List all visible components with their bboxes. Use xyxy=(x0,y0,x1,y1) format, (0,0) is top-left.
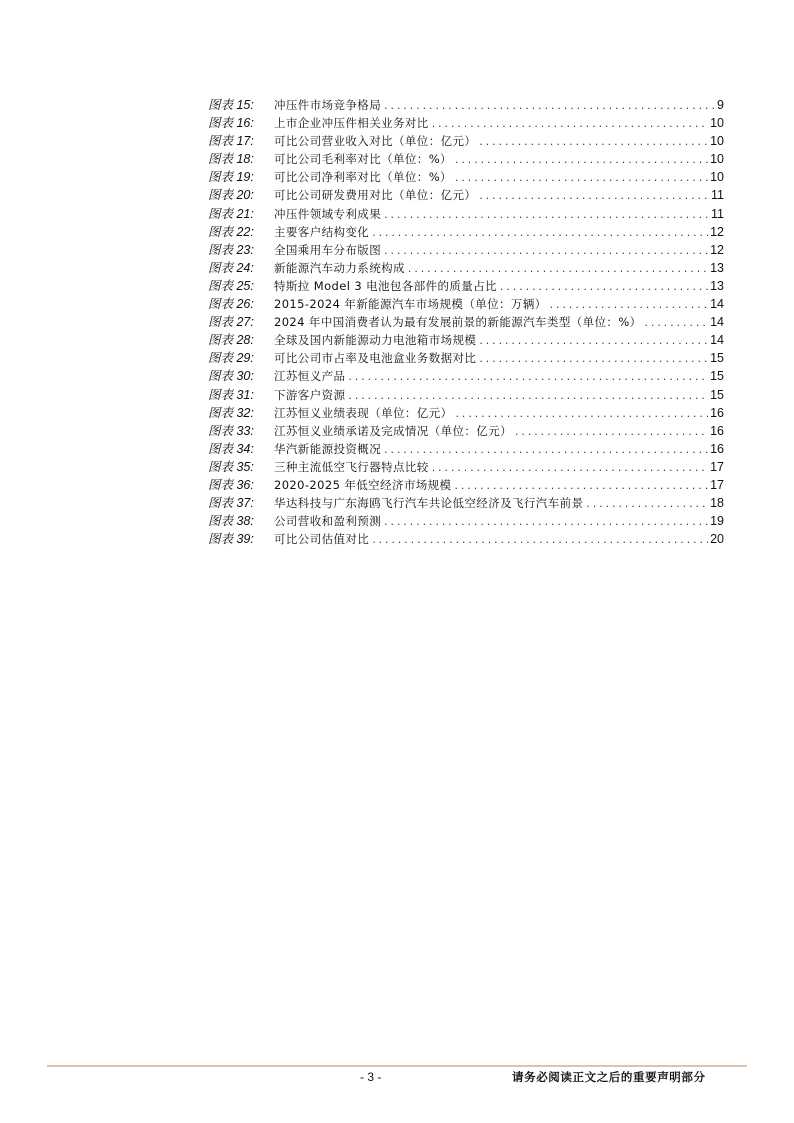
toc-title: 全球及国内新能源动力电池箱市场规模 xyxy=(274,333,477,348)
toc-title: 全国乘用车分布版图 xyxy=(274,242,382,257)
toc-label: 图表 25: xyxy=(208,278,254,293)
toc-label: 图表 16: xyxy=(208,116,254,131)
toc-entry[interactable] xyxy=(208,530,724,548)
toc-page: 13 xyxy=(710,278,724,293)
toc-page: 17 xyxy=(710,459,724,474)
toc-label: 图表 28: xyxy=(208,333,254,348)
toc-leader xyxy=(478,134,708,152)
toc-page: 11 xyxy=(711,188,724,203)
toc-title: 2020-2025 年低空经济市场规模 xyxy=(274,477,452,492)
toc-title: 2024 年中国消费者认为最有发展前景的新能源汽车类型（单位：%） xyxy=(274,315,642,330)
toc-title: 江苏恒义产品 xyxy=(274,369,346,384)
toc-title: 可比公司估值对比 xyxy=(274,532,370,547)
toc-entry[interactable] xyxy=(208,223,724,241)
toc-page: 12 xyxy=(710,224,724,239)
toc-page: 17 xyxy=(710,477,724,492)
toc-title: 新能源汽车动力系统构成 xyxy=(274,260,405,275)
toc-page: 10 xyxy=(710,134,724,149)
toc-label: 图表 39: xyxy=(208,532,254,547)
toc-title: 江苏恒义业绩承诺及完成情况（单位：亿元） xyxy=(274,423,512,438)
toc-title: 2015-2024 年新能源汽车市场规模（单位：万辆） xyxy=(274,297,547,312)
toc-page: 19 xyxy=(710,514,724,529)
toc-page: 15 xyxy=(710,351,724,366)
toc-leader xyxy=(383,514,708,532)
toc-entry[interactable] xyxy=(208,186,724,204)
toc-label: 图表 15: xyxy=(208,98,254,112)
toc-entry[interactable] xyxy=(208,476,724,494)
toc-entry[interactable] xyxy=(208,132,724,150)
toc-title: 可比公司研发费用对比（单位：亿元） xyxy=(274,188,477,203)
toc-page: 10 xyxy=(710,152,724,167)
toc-label: 图表 18: xyxy=(208,152,254,167)
toc-title: 可比公司市占率及电池盒业务数据对比 xyxy=(274,351,477,366)
toc-entry[interactable] xyxy=(208,494,724,512)
footer-disclaimer: 请务必阅读正文之后的重要声明部分 xyxy=(512,1070,706,1084)
toc-label: 图表 36: xyxy=(208,477,254,492)
toc-title: 可比公司净利率对比（单位：%） xyxy=(274,170,452,185)
toc-title: 可比公司毛利率对比（单位：%） xyxy=(274,152,452,167)
toc-leader xyxy=(478,351,708,369)
toc-leader xyxy=(514,424,708,442)
toc-label: 图表 21: xyxy=(208,206,254,221)
toc-leader xyxy=(383,207,709,225)
toc-entry[interactable] xyxy=(208,259,724,277)
toc-label: 图表 27: xyxy=(208,315,254,330)
toc-page: 10 xyxy=(710,116,724,131)
toc-page: 18 xyxy=(710,496,724,511)
toc-label: 图表 32: xyxy=(208,405,254,420)
toc-entry[interactable] xyxy=(208,440,724,458)
toc-leader xyxy=(347,369,708,387)
toc-entry[interactable] xyxy=(208,114,724,132)
toc-leader xyxy=(383,442,708,460)
toc-leader xyxy=(454,170,708,188)
toc-entry[interactable] xyxy=(208,404,724,422)
toc-page: 14 xyxy=(710,297,724,312)
toc-title: 下游客户资源 xyxy=(274,387,346,402)
toc-leader xyxy=(431,460,708,478)
toc-page: 14 xyxy=(710,315,724,330)
toc-leader xyxy=(478,333,708,351)
toc-label: 图表 30: xyxy=(208,369,254,384)
toc-title: 华汽新能源投资概况 xyxy=(274,441,382,456)
toc-label: 图表 24: xyxy=(208,260,254,275)
toc-title: 上市企业冲压件相关业务对比 xyxy=(274,116,429,131)
toc-entry[interactable] xyxy=(208,386,724,404)
toc-entry[interactable] xyxy=(208,168,724,186)
toc-page: 11 xyxy=(711,206,724,221)
toc-entry[interactable] xyxy=(208,349,724,367)
table-of-figures xyxy=(208,96,724,548)
toc-entry[interactable] xyxy=(208,422,724,440)
toc-leader xyxy=(478,188,709,206)
toc-label: 图表 26: xyxy=(208,297,254,312)
toc-entry[interactable] xyxy=(208,241,724,259)
toc-title: 冲压件领域专利成果 xyxy=(274,206,382,221)
toc-label: 图表 22: xyxy=(208,224,254,239)
toc-leader xyxy=(383,98,715,116)
toc-leader xyxy=(371,532,708,550)
toc-entry[interactable] xyxy=(208,458,724,476)
toc-page: 15 xyxy=(710,387,724,402)
toc-page: 16 xyxy=(710,441,724,456)
toc-title: 江苏恒义业绩表现（单位：亿元） xyxy=(274,405,453,420)
toc-entry[interactable] xyxy=(208,295,724,313)
toc-entry[interactable] xyxy=(208,96,724,114)
toc-page: 13 xyxy=(710,260,724,275)
toc-page: 20 xyxy=(710,532,724,547)
toc-entry[interactable] xyxy=(208,277,724,295)
toc-title: 华达科技与广东海鸥飞行汽车共论低空经济及飞行汽车前景 xyxy=(274,496,584,511)
toc-label: 图表 33: xyxy=(208,423,254,438)
toc-page: 14 xyxy=(710,333,724,348)
toc-label: 图表 17: xyxy=(208,134,254,149)
toc-page: 12 xyxy=(710,242,724,257)
toc-label: 图表 19: xyxy=(208,170,254,185)
toc-leader xyxy=(644,315,709,333)
toc-leader xyxy=(371,225,708,243)
toc-label: 图表 34: xyxy=(208,441,254,456)
toc-page: 9 xyxy=(717,98,724,112)
toc-label: 图表 35: xyxy=(208,459,254,474)
toc-page: 15 xyxy=(710,369,724,384)
footer-divider xyxy=(47,1065,747,1067)
toc-entry[interactable] xyxy=(208,512,724,530)
toc-entry[interactable] xyxy=(208,313,724,331)
toc-title: 可比公司营业收入对比（单位：亿元） xyxy=(274,134,477,149)
toc-label: 图表 31: xyxy=(208,387,254,402)
toc-page: 16 xyxy=(710,423,724,438)
toc-leader xyxy=(585,496,708,514)
toc-label: 图表 38: xyxy=(208,514,254,529)
toc-title: 冲压件市场竞争格局 xyxy=(274,98,382,112)
toc-label: 图表 29: xyxy=(208,351,254,366)
page-number: - 3 - xyxy=(360,1070,382,1084)
toc-leader xyxy=(383,243,708,261)
toc-entry[interactable] xyxy=(208,205,724,223)
toc-title: 公司营收和盈利预测 xyxy=(274,514,382,529)
toc-label: 图表 20: xyxy=(208,188,254,203)
toc-title: 主要客户结构变化 xyxy=(274,224,370,239)
toc-leader xyxy=(454,152,708,170)
toc-entry[interactable] xyxy=(208,367,724,385)
toc-entry[interactable] xyxy=(208,150,724,168)
toc-title: 三种主流低空飞行器特点比较 xyxy=(274,459,429,474)
toc-label: 图表 37: xyxy=(208,496,254,511)
toc-page: 10 xyxy=(710,170,724,185)
toc-title: 特斯拉 Model 3 电池包各部件的质量占比 xyxy=(274,278,498,293)
toc-page: 16 xyxy=(710,405,724,420)
toc-label: 图表 23: xyxy=(208,242,254,257)
toc-entry[interactable] xyxy=(208,331,724,349)
